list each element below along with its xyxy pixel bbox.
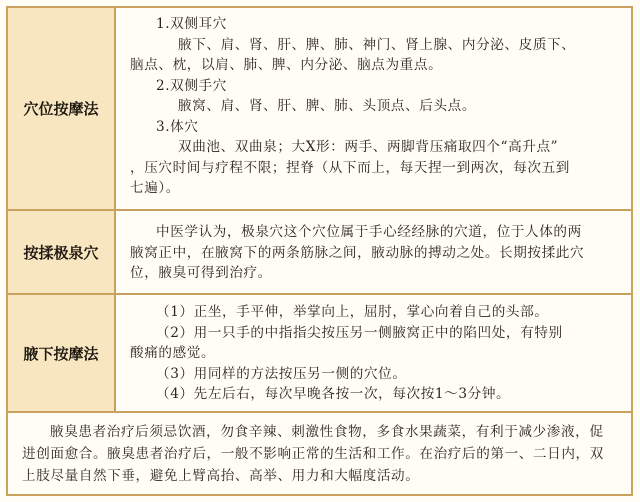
note-row xyxy=(8,413,631,494)
content-line: 酸痛的感觉。 xyxy=(130,345,216,361)
row-content xyxy=(116,211,631,293)
content-line: 七遍）。 xyxy=(130,180,180,196)
content-line: 3.体穴 xyxy=(156,118,199,135)
content-line: 脑点、枕，以肩、肺、脾、内分泌、脑点为重点。 xyxy=(130,57,443,73)
table-row xyxy=(8,8,631,211)
content-line: 2.双侧手穴 xyxy=(156,77,227,94)
content-line: （2）用一只手的中指指尖按压另一侧腋窝正中的陷凹处，有特别 xyxy=(156,324,563,341)
content-line: 腋下、肩、肾、肝、脾、肺、神门、肾上腺、内分泌、皮质下、 xyxy=(178,36,576,53)
content-line: 双曲池、双曲泉；大X形：两手、两脚背压痛取四个“高升点” xyxy=(178,139,559,155)
content-line: ，压穴时间与疗程不限；捏脊（从下而上，每天捏一到两次，每次五到 xyxy=(130,159,571,176)
aftercare-note xyxy=(8,413,631,494)
content-line: 位，腋臭可得到治疗。 xyxy=(130,265,272,281)
row-label: 按揉极泉穴 xyxy=(8,211,116,293)
table-row xyxy=(8,211,631,295)
content-line: （3）用同样的方法按压另一侧的穴位。 xyxy=(156,365,407,382)
row-label: 穴位按摩法 xyxy=(8,8,116,209)
content-line: （1）正坐，手平伸，举掌向上，屈肘，掌心向着自己的头部。 xyxy=(156,304,549,320)
row-content xyxy=(116,8,631,209)
content-line: 腋窝正中，在腋窝下的两条筋脉之间，腋动脉的搏动之处。长期按揉此穴 xyxy=(130,244,585,261)
note-paragraph: 腋臭患者治疗后须忌饮酒，勿食辛辣、刺激性食物，多食水果蔬菜，有利于减少渗液，促进创面愈合。腋臭患者治疗后，一般不影响正常的生活和工作。在治疗后的第一、二日内，双上肢尽量自然下垂，避免上臂高抬、高举、用力和大幅度活动。 xyxy=(22,424,604,484)
table-row xyxy=(8,295,631,413)
row-label: 腋下按摩法 xyxy=(8,295,116,411)
content-line: 中医学认为，极泉穴这个穴位属于手心经经脉的穴道，位于人体的两 xyxy=(156,224,582,240)
content-line: 腋窝、肩、肾、肝、脾、肺、头顶点、后头点。 xyxy=(178,98,477,114)
row-content xyxy=(116,295,631,411)
massage-methods-table xyxy=(6,6,633,496)
content-line: 1.双侧耳穴 xyxy=(156,16,227,32)
content-line: （4）先左后右，每次早晚各按一次，每次按1～3分钟。 xyxy=(156,386,511,402)
